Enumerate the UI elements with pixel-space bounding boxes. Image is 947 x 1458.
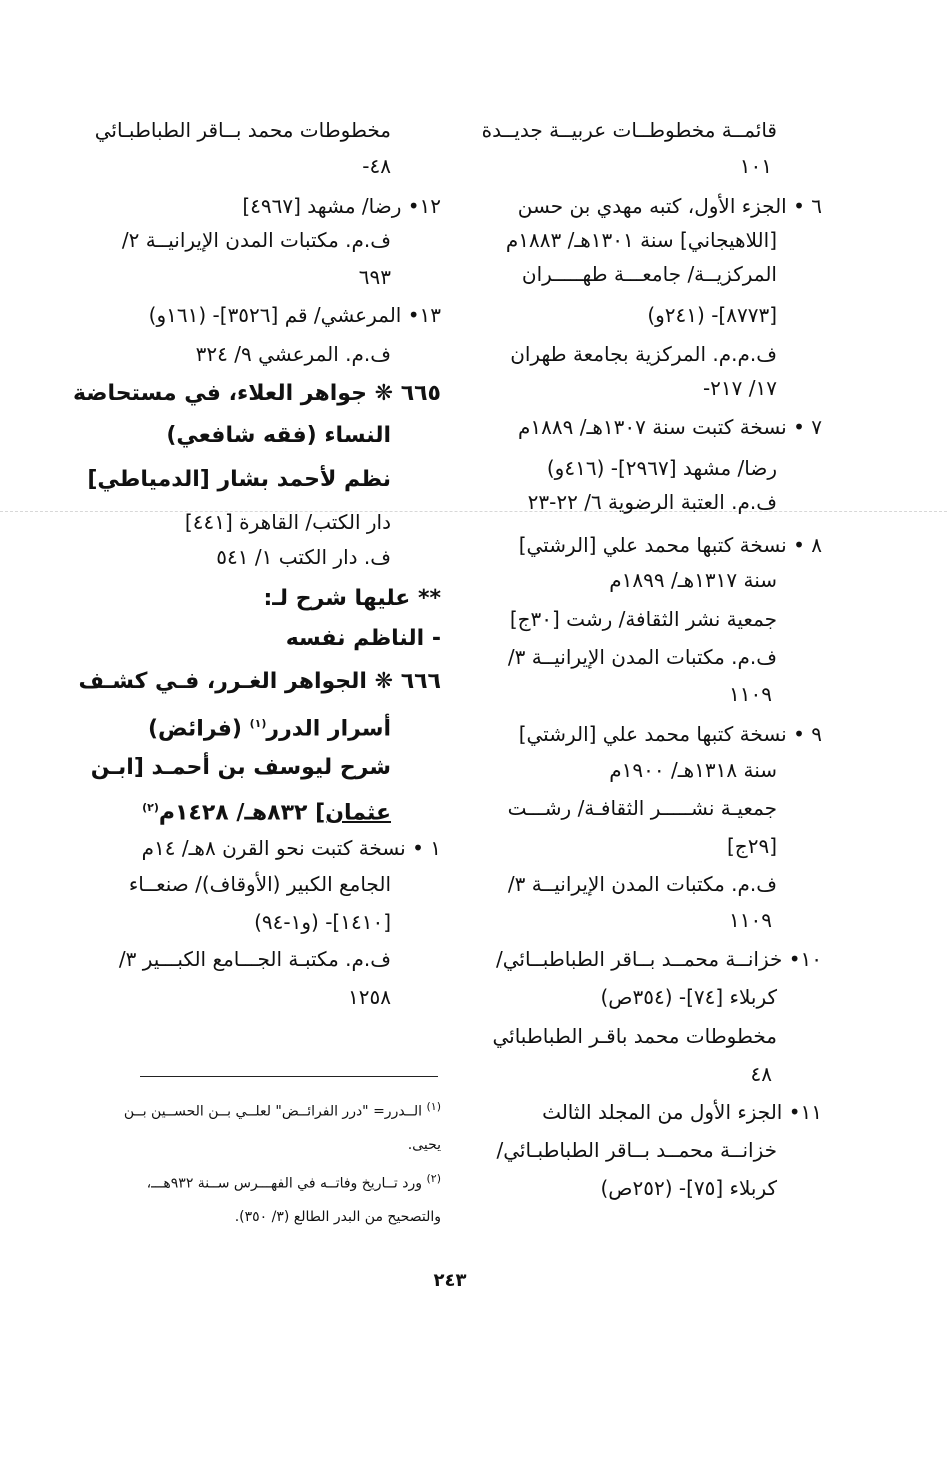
footnote-2 <box>147 1170 441 1193</box>
text-line: سنة ١٣١٨هـ/ ١٩٠٠م <box>609 758 777 782</box>
footnote-number: (١) <box>426 1100 441 1113</box>
footnote-text: ورد تــاريخ وفاتــه في الفهـــرس ســنة ٩٣٢هـــ، <box>146 1175 427 1192</box>
text-line: ١٢٥٨ <box>348 985 391 1009</box>
entry-665-title: ٦٦٥ ❋ جواهر العلاء، في مستحاضة <box>72 381 441 406</box>
page-number: ٢٤٣ <box>433 1270 467 1291</box>
entry-9: ٩ • نسخة كتبها محمد علي [الرشتي] <box>518 722 822 746</box>
text-line: ف.م. مكتبـة الجـــامع الكبـــير ٣/ <box>118 947 391 971</box>
text-line: ف.م. مكتبات المدن الإيرانيــة ٣/ <box>507 872 777 896</box>
footnote-text: الــدرر= "درر الفرائــض" لعلــي بــن الحســين بــن <box>123 1103 427 1120</box>
text-line: ف.م. العتبة الرضوية ٦/ ٢٢-٢٣ <box>527 490 777 514</box>
text-line: ف. دار الكتب ١/ ٥٤١ <box>216 545 391 569</box>
scan-artifact-line <box>0 511 947 512</box>
text-line: [١٤١٠]- (و١-٩٤) <box>254 910 391 934</box>
text-line: ف.م. مكتبات المدن الإيرانيــة ٣/ <box>507 645 777 669</box>
text-line: [٨٧٧٣]- (٢٤١و) <box>647 303 777 327</box>
footnote-2-cont: والتصحيح من البدر الطالع (٣/ ٣٥٠). <box>234 1209 441 1225</box>
entry-11: ١١• الجزء الأول من المجلد الثالث <box>542 1100 822 1124</box>
text-line: جمعية نشر الثقافة/ رشت [٣٠ج] <box>509 607 777 631</box>
text-line: خزانــة محمــد بــاقر الطباطبـائي/ <box>496 1138 777 1162</box>
text-line: كربلاء [٧٥]- (٢٥٢ص) <box>600 1176 777 1200</box>
footnote-ref: (٢) <box>142 801 159 814</box>
entry-666-title: ٦٦٦ ❋ الجواهر الغـرر، فـي كشـف <box>78 669 441 694</box>
text-line: ٤٨- <box>362 154 391 178</box>
text-line: ف.م. مكتبات المدن الإيرانيــة ٢/ <box>121 228 391 252</box>
text-line: [اللاهيجاني] سنة ١٣٠١هـ/ ١٨٨٣م <box>505 228 777 252</box>
entry-13: ١٣• المرعشي/ قم [٣٥٢٦]- (١٦١و) <box>148 303 441 327</box>
running-header-left: مخطوطات محمد بــاقر الطباطبـائي <box>94 118 391 142</box>
text-line: مخطوطات محمد باقـر الطباطبائي <box>492 1024 777 1048</box>
text-line: ٤٨ <box>750 1062 772 1086</box>
text-line: كربلاء [٧٤]- (٣٥٤ص) <box>600 985 777 1009</box>
entry-7: ٧ • نسخة كتبت سنة ١٣٠٧هـ/ ١٨٨٩م <box>518 415 822 439</box>
text-line: دار الكتب/ القاهرة [٤٤١] <box>184 510 391 534</box>
death-date: ٨٣٢هـ/ ١٤٢٨م <box>158 800 316 826</box>
title-part: أسرار الدرر <box>266 716 391 742</box>
commentary-heading: ** عليها شرح لـ: <box>263 586 441 611</box>
text-line: جمعيـة نشـــــر الثقافـة/ رشـــت <box>507 796 777 820</box>
text-line: ٦٩٣ <box>358 265 391 289</box>
text-line: رضا/ مشهد [٢٩٦٧]- (٤١٦و) <box>546 456 777 480</box>
entry-666-subtitle <box>148 712 391 741</box>
entry-8: ٨ • نسخة كتبها محمد علي [الرشتي] <box>518 533 822 557</box>
running-header-right: قائمــة مخطوطــات عربيــة جديــدة <box>481 118 777 142</box>
entry-666-1: ١ • نسخة كتبت نحو القرن ٨هـ/ ١٤م <box>141 836 441 860</box>
text-line: المركزيــة/ جامعـــة طهـــــران <box>521 262 777 286</box>
commentary-author: - الناظم نفسه <box>285 626 441 651</box>
footnote-1 <box>124 1098 441 1121</box>
entry-10: ١٠• خزانــة محمــد بــاقر الطباطبــائي/ <box>496 947 822 971</box>
text-line: ١٧/ ٢١٧- <box>702 376 777 400</box>
entry-665-subject: النساء (فقه شافعي) <box>166 423 391 448</box>
text-line: ١٠١ <box>739 154 772 178</box>
footnote-number: (٢) <box>426 1172 441 1185</box>
text-line: ف.م.م. المركزية بجامعة طهران <box>510 342 777 366</box>
text-line: سنة ١٣١٧هـ/ ١٨٩٩م <box>609 568 777 592</box>
text-line: ١١٠٩ <box>729 682 772 706</box>
text-line: ١١٠٩ <box>729 908 772 932</box>
footnote-rule <box>140 1076 438 1077</box>
text-line: ف.م. المرعشي ٩/ ٣٢٤ <box>195 342 391 366</box>
footnote-ref: (١) <box>249 717 267 730</box>
entry-666-author: شرح ليوسف بن أحمـد [ابـن <box>90 755 391 780</box>
footnote-1-cont: يحيى. <box>407 1137 441 1153</box>
text-line: الجامع الكبير (الأوقاف)/ صنعــاء <box>128 872 391 896</box>
subject: (فرائض) <box>147 716 250 742</box>
entry-665-author: نظم لأحمد بشار [الدمياطي] <box>87 467 391 492</box>
entry-666-author-cont <box>142 796 391 825</box>
entry-6: ٦ • الجزء الأول، كتبه مهدي بن حسن <box>517 194 822 218</box>
entry-12: ١٢• رضا/ مشهد [٤٩٦٧] <box>242 194 441 218</box>
text-line: [٢٩ج] <box>726 834 777 858</box>
author-name: عثمان] <box>315 800 391 826</box>
